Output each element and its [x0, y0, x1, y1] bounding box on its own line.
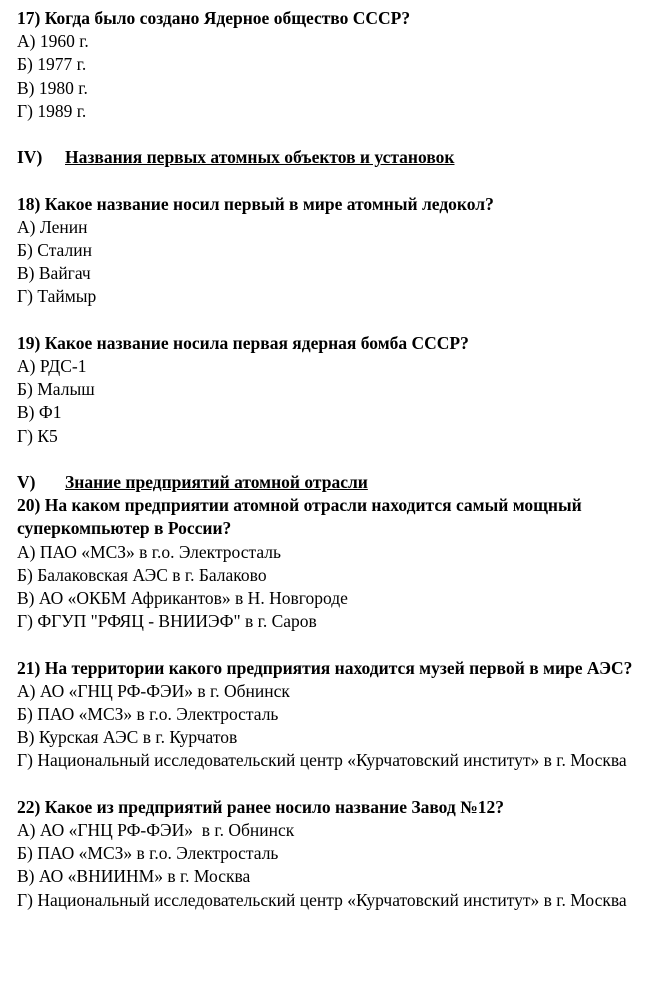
question-18-option-a: А) Ленин: [17, 216, 88, 237]
section-heading-iv: [17, 146, 670, 169]
question-19-option-b: Б) Малыш: [17, 379, 95, 400]
question-17-option-a: А) 1960 г.: [17, 31, 89, 52]
spacer: [17, 773, 670, 796]
question-18-text: 18) Какое название носил первый в мире атомный ледокол?: [17, 193, 494, 214]
spacer: [17, 309, 670, 332]
question-21-option-c: В) Курская АЭС в г. Курчатов: [17, 727, 238, 748]
question-17-text: 17) Когда было создано Ядерное общество СССР?: [17, 8, 411, 28]
question-20-option-a: А) ПАО «МСЗ» в г.о. Электросталь: [17, 541, 282, 562]
question-22-option-b: Б) ПАО «МСЗ» в г.о. Электросталь: [17, 843, 279, 864]
section-number: IV): [17, 147, 43, 168]
question-20: [17, 494, 670, 633]
question-21: [17, 657, 670, 773]
question-18-option-b: Б) Сталин: [17, 239, 92, 260]
question-20-text: 20) На каком предприятии атомной отрасли находится самый мощный суперкомпьютер в России?: [17, 495, 582, 539]
question-22-option-a: А) АО «ГНЦ РФ-ФЭИ» в г. Обнинск: [17, 819, 295, 840]
section-number: V): [17, 471, 36, 492]
question-21-option-d: Г) Национальный исследовательский центр «Курчатовский институт» в г. Москва: [17, 750, 627, 771]
question-19-option-d: Г) К5: [17, 425, 58, 446]
spacer: [17, 123, 670, 146]
question-22-option-d: Г) Национальный исследовательский центр «Курчатовский институт» в г. Москва: [17, 889, 627, 910]
question-21-option-a: А) АО «ГНЦ РФ-ФЭИ» в г. Обнинск: [17, 680, 290, 701]
question-22: [17, 796, 670, 912]
spacer: [17, 448, 670, 471]
question-20-option-c: В) АО «ОКБМ Африкантов» в Н. Новгороде: [17, 587, 348, 608]
section-title: Знание предприятий атомной отрасли: [65, 471, 368, 492]
question-22-option-c: В) АО «ВНИИНМ» в г. Москва: [17, 866, 251, 887]
question-21-text: 21) На территории какого предприятия находится музей первой в мире АЭС?: [17, 657, 633, 678]
question-19-option-c: В) Ф1: [17, 402, 62, 423]
question-17-option-d: Г) 1989 г.: [17, 100, 87, 121]
question-18: [17, 193, 670, 309]
question-20-option-b: Б) Балаковская АЭС в г. Балаково: [17, 564, 267, 585]
question-22-text: 22) Какое из предприятий ранее носило название Завод №12?: [17, 796, 504, 817]
section-heading-v: [17, 471, 670, 494]
question-17: [17, 7, 670, 123]
question-19-option-a: А) РДС-1: [17, 355, 87, 376]
question-19: [17, 332, 670, 448]
question-19-text: 19) Какое название носила первая ядерная бомба СССР?: [17, 332, 469, 353]
question-20-option-d: Г) ФГУП "РФЯЦ - ВНИИЭФ" в г. Саров: [17, 611, 317, 632]
question-17-option-b: Б) 1977 г.: [17, 54, 87, 75]
section-title: Названия первых атомных объектов и установок: [65, 147, 455, 168]
spacer: [17, 169, 670, 192]
question-21-option-b: Б) ПАО «МСЗ» в г.о. Электросталь: [17, 703, 279, 724]
question-17-option-c: В) 1980 г.: [17, 77, 88, 98]
spacer: [17, 633, 670, 656]
question-18-option-c: В) Вайгач: [17, 263, 91, 284]
question-18-option-d: Г) Таймыр: [17, 286, 97, 307]
